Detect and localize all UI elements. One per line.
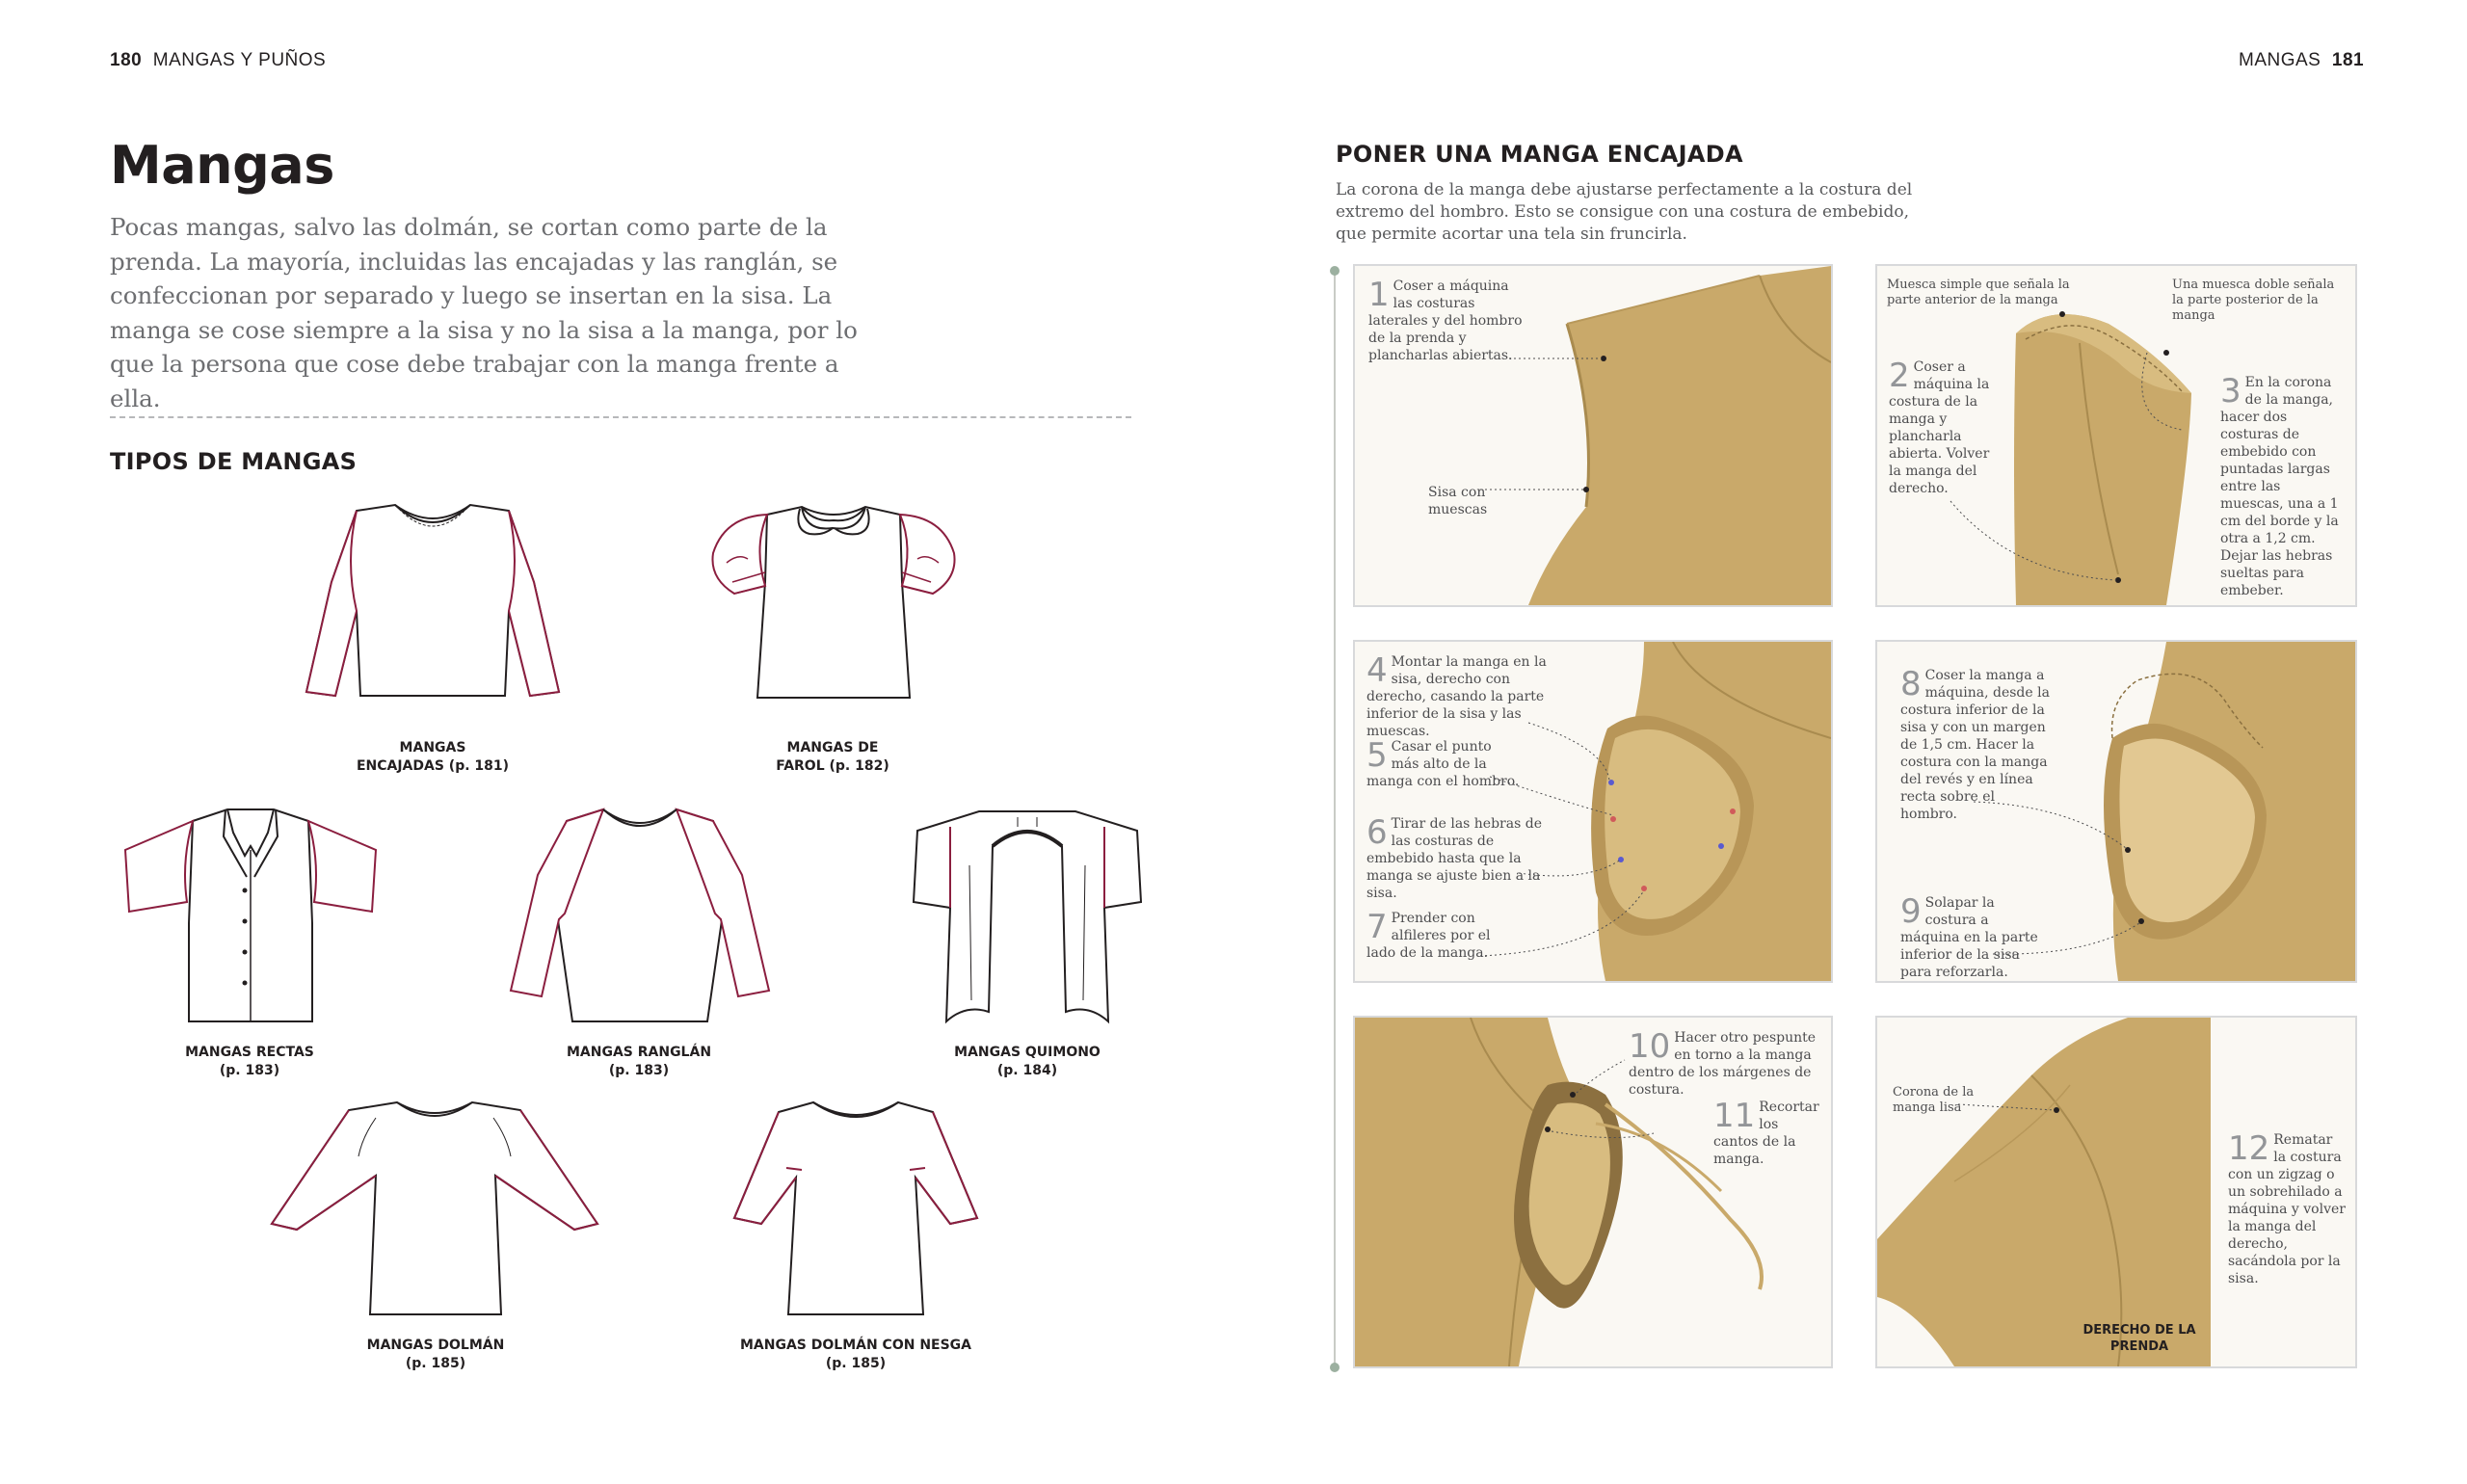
- step-7: [1366, 910, 1492, 962]
- right-page-number: 181: [2331, 50, 2365, 70]
- step-text: Coser a máquina la costura de la manga y plancharla abierta. Volver la manga del derecho.: [1889, 359, 1990, 496]
- right-side-label: DERECHO DE LA PRENDA: [2082, 1323, 2196, 1354]
- step-photo-panel-3: [1353, 640, 1833, 983]
- page-title: Mangas: [110, 135, 334, 196]
- section-subtitle: La corona de la manga debe ajustarse perfectamente a la costura del extremo del hombro. Esto se consigue con una costura de embebido, que permite acortar una tela sin fruncirla.: [1336, 180, 1913, 244]
- gusset-dolman-garment-illustration: [732, 1099, 979, 1318]
- left-page-number: 180: [110, 50, 143, 70]
- step-text: Casar el punto más alto de la manga con el hombro.: [1366, 739, 1520, 789]
- caption-line: MANGAS DOLMÁN CON NESGA: [739, 1338, 972, 1353]
- step-10: [1629, 1029, 1821, 1099]
- step-number: 4: [1366, 651, 1388, 690]
- caption-line: MANGAS DE: [786, 740, 879, 755]
- step-11: [1713, 1099, 1821, 1168]
- step-text: Prender con alfileres por el lado de la manga.: [1366, 911, 1491, 961]
- step-number: 10: [1629, 1027, 1671, 1066]
- step-number: 11: [1713, 1097, 1756, 1135]
- step-2: [1889, 358, 2003, 497]
- step-photo-panel-1: [1353, 264, 1833, 607]
- types-heading: TIPOS DE MANGAS: [110, 448, 358, 475]
- dashed-divider: [110, 416, 1131, 418]
- step-text: Recortar los cantos de la manga.: [1713, 1100, 1819, 1167]
- timeline-dot: [1330, 1363, 1340, 1372]
- kimono-sleeve-garment-illustration: [912, 808, 1143, 1025]
- caption-line: ENCAJADAS (p. 181): [356, 758, 510, 774]
- timeline-rule: [1334, 270, 1336, 1368]
- caption-line: (p. 185): [405, 1356, 466, 1371]
- step-text: Coser la manga a máquina, desde la costura inferior de la sisa y con un margen de 1,5 cm. Hacer la costura con la manga del revés y en línea recta sobre el hombro.: [1900, 668, 2050, 822]
- step-number: 1: [1368, 276, 1390, 314]
- caption-line: MANGAS RANGLÁN: [566, 1045, 712, 1060]
- caption-line: (p. 184): [996, 1063, 1058, 1078]
- caption-line: MANGAS RECTAS: [185, 1045, 314, 1060]
- puff-sleeve-garment-illustration: [709, 505, 958, 700]
- step-text: En la corona de la manga, hacer dos costuras de embebido con puntadas largas entre las muescas, una a 1 cm del borde y la otra a 1,2 cm. Dejar las hebras sueltas para embeber.: [2220, 375, 2339, 598]
- step-text: Montar la manga en la sisa, derecho con derecho, casando la parte inferior de la sisa y las muescas.: [1366, 654, 1547, 739]
- caption-gusset-dolman-sleeve: [711, 1337, 1000, 1373]
- intro-paragraph: Pocas mangas, salvo las dolmán, se cortan como parte de la prenda. La mayoría, incluidas las encajadas y las ranglán, se confeccionan por separado y luego se insertan en la sisa. La manga se cose siempre a la sisa y no la sisa a la manga, por lo que la persona que cose debe trabajar con la manga frente a ella.: [110, 213, 858, 412]
- step-photo-panel-5: [1353, 1016, 1833, 1368]
- step-number: 12: [2228, 1129, 2270, 1168]
- caption-line: (p. 185): [825, 1356, 887, 1371]
- step-8: [1900, 667, 2055, 823]
- step-number: 2: [1889, 357, 1910, 395]
- step-text: Rematar la costura con un zigzag o un sobrehilado a máquina y volver la manga del derecho, sacándola por la sisa.: [2228, 1132, 2346, 1286]
- section-heading: PONER UNA MANGA ENCAJADA: [1336, 141, 1743, 168]
- step-number: 3: [2220, 372, 2242, 411]
- step-text: Hacer otro pespunte en torno a la manga dentro de los márgenes de costura.: [1629, 1030, 1817, 1098]
- caption-dolman-sleeve: [339, 1337, 532, 1373]
- left-section-name: MANGAS Y PUÑOS: [152, 50, 327, 70]
- timeline-dot: [1330, 266, 1340, 276]
- step-4: [1366, 653, 1559, 740]
- caption-puff-sleeve: [736, 739, 929, 776]
- step-photo-panel-4: [1875, 640, 2357, 983]
- single-notch-label: Muesca simple que señala la parte anterior de la manga: [1887, 278, 2070, 307]
- step-number: 5: [1366, 736, 1388, 775]
- step-3: [2220, 374, 2344, 599]
- step-text: Solapar la costura a máquina en la parte inferior de la sisa para reforzarla.: [1900, 895, 2038, 980]
- caption-line: (p. 183): [608, 1063, 670, 1078]
- caption-kimono-sleeve: [931, 1044, 1124, 1080]
- step-number: 6: [1366, 813, 1388, 852]
- step-text: Tirar de las hebras de las costuras de embebido hasta que la manga se ajuste bien a la sisa.: [1366, 816, 1542, 901]
- dolman-sleeve-garment-illustration: [270, 1099, 599, 1318]
- step-6: [1366, 815, 1559, 902]
- straight-sleeve-garment-illustration: [123, 808, 378, 1025]
- set-in-sleeve-garment-illustration: [306, 503, 559, 701]
- step-number: 7: [1366, 908, 1388, 946]
- step-number: 8: [1900, 665, 1922, 703]
- caption-line: (p. 183): [219, 1063, 280, 1078]
- raglan-sleeve-garment-illustration: [509, 808, 771, 1025]
- caption-line: MANGAS: [399, 740, 466, 755]
- caption-raglan-sleeve: [543, 1044, 735, 1080]
- right-running-head: [2239, 50, 2364, 71]
- caption-set-in-sleeve: [336, 739, 529, 776]
- crown-label: Corona de la manga lisa: [1893, 1085, 1975, 1115]
- step-12: [2228, 1131, 2346, 1287]
- step-photo-panel-6: [1875, 1016, 2357, 1368]
- double-notch-label: Una muesca doble señala la parte posterior de la manga: [2172, 278, 2335, 323]
- caption-line: FAROL (p. 182): [776, 758, 889, 774]
- step-1: [1368, 278, 1532, 364]
- right-section-name: MANGAS: [2239, 50, 2321, 70]
- caption-straight-sleeve: [153, 1044, 346, 1080]
- step-number: 9: [1900, 892, 1922, 931]
- step-text: Coser a máquina las costuras laterales y del hombro de la prenda y plancharlas abiertas.: [1368, 278, 1523, 363]
- sisa-label: Sisa con muescas: [1428, 485, 1488, 517]
- step-photo-panel-2: [1875, 264, 2357, 607]
- caption-line: MANGAS QUIMONO: [954, 1045, 1101, 1060]
- step-5: [1366, 738, 1521, 790]
- step-9: [1900, 894, 2045, 981]
- left-running-head: [110, 50, 326, 71]
- caption-line: MANGAS DOLMÁN: [366, 1338, 505, 1353]
